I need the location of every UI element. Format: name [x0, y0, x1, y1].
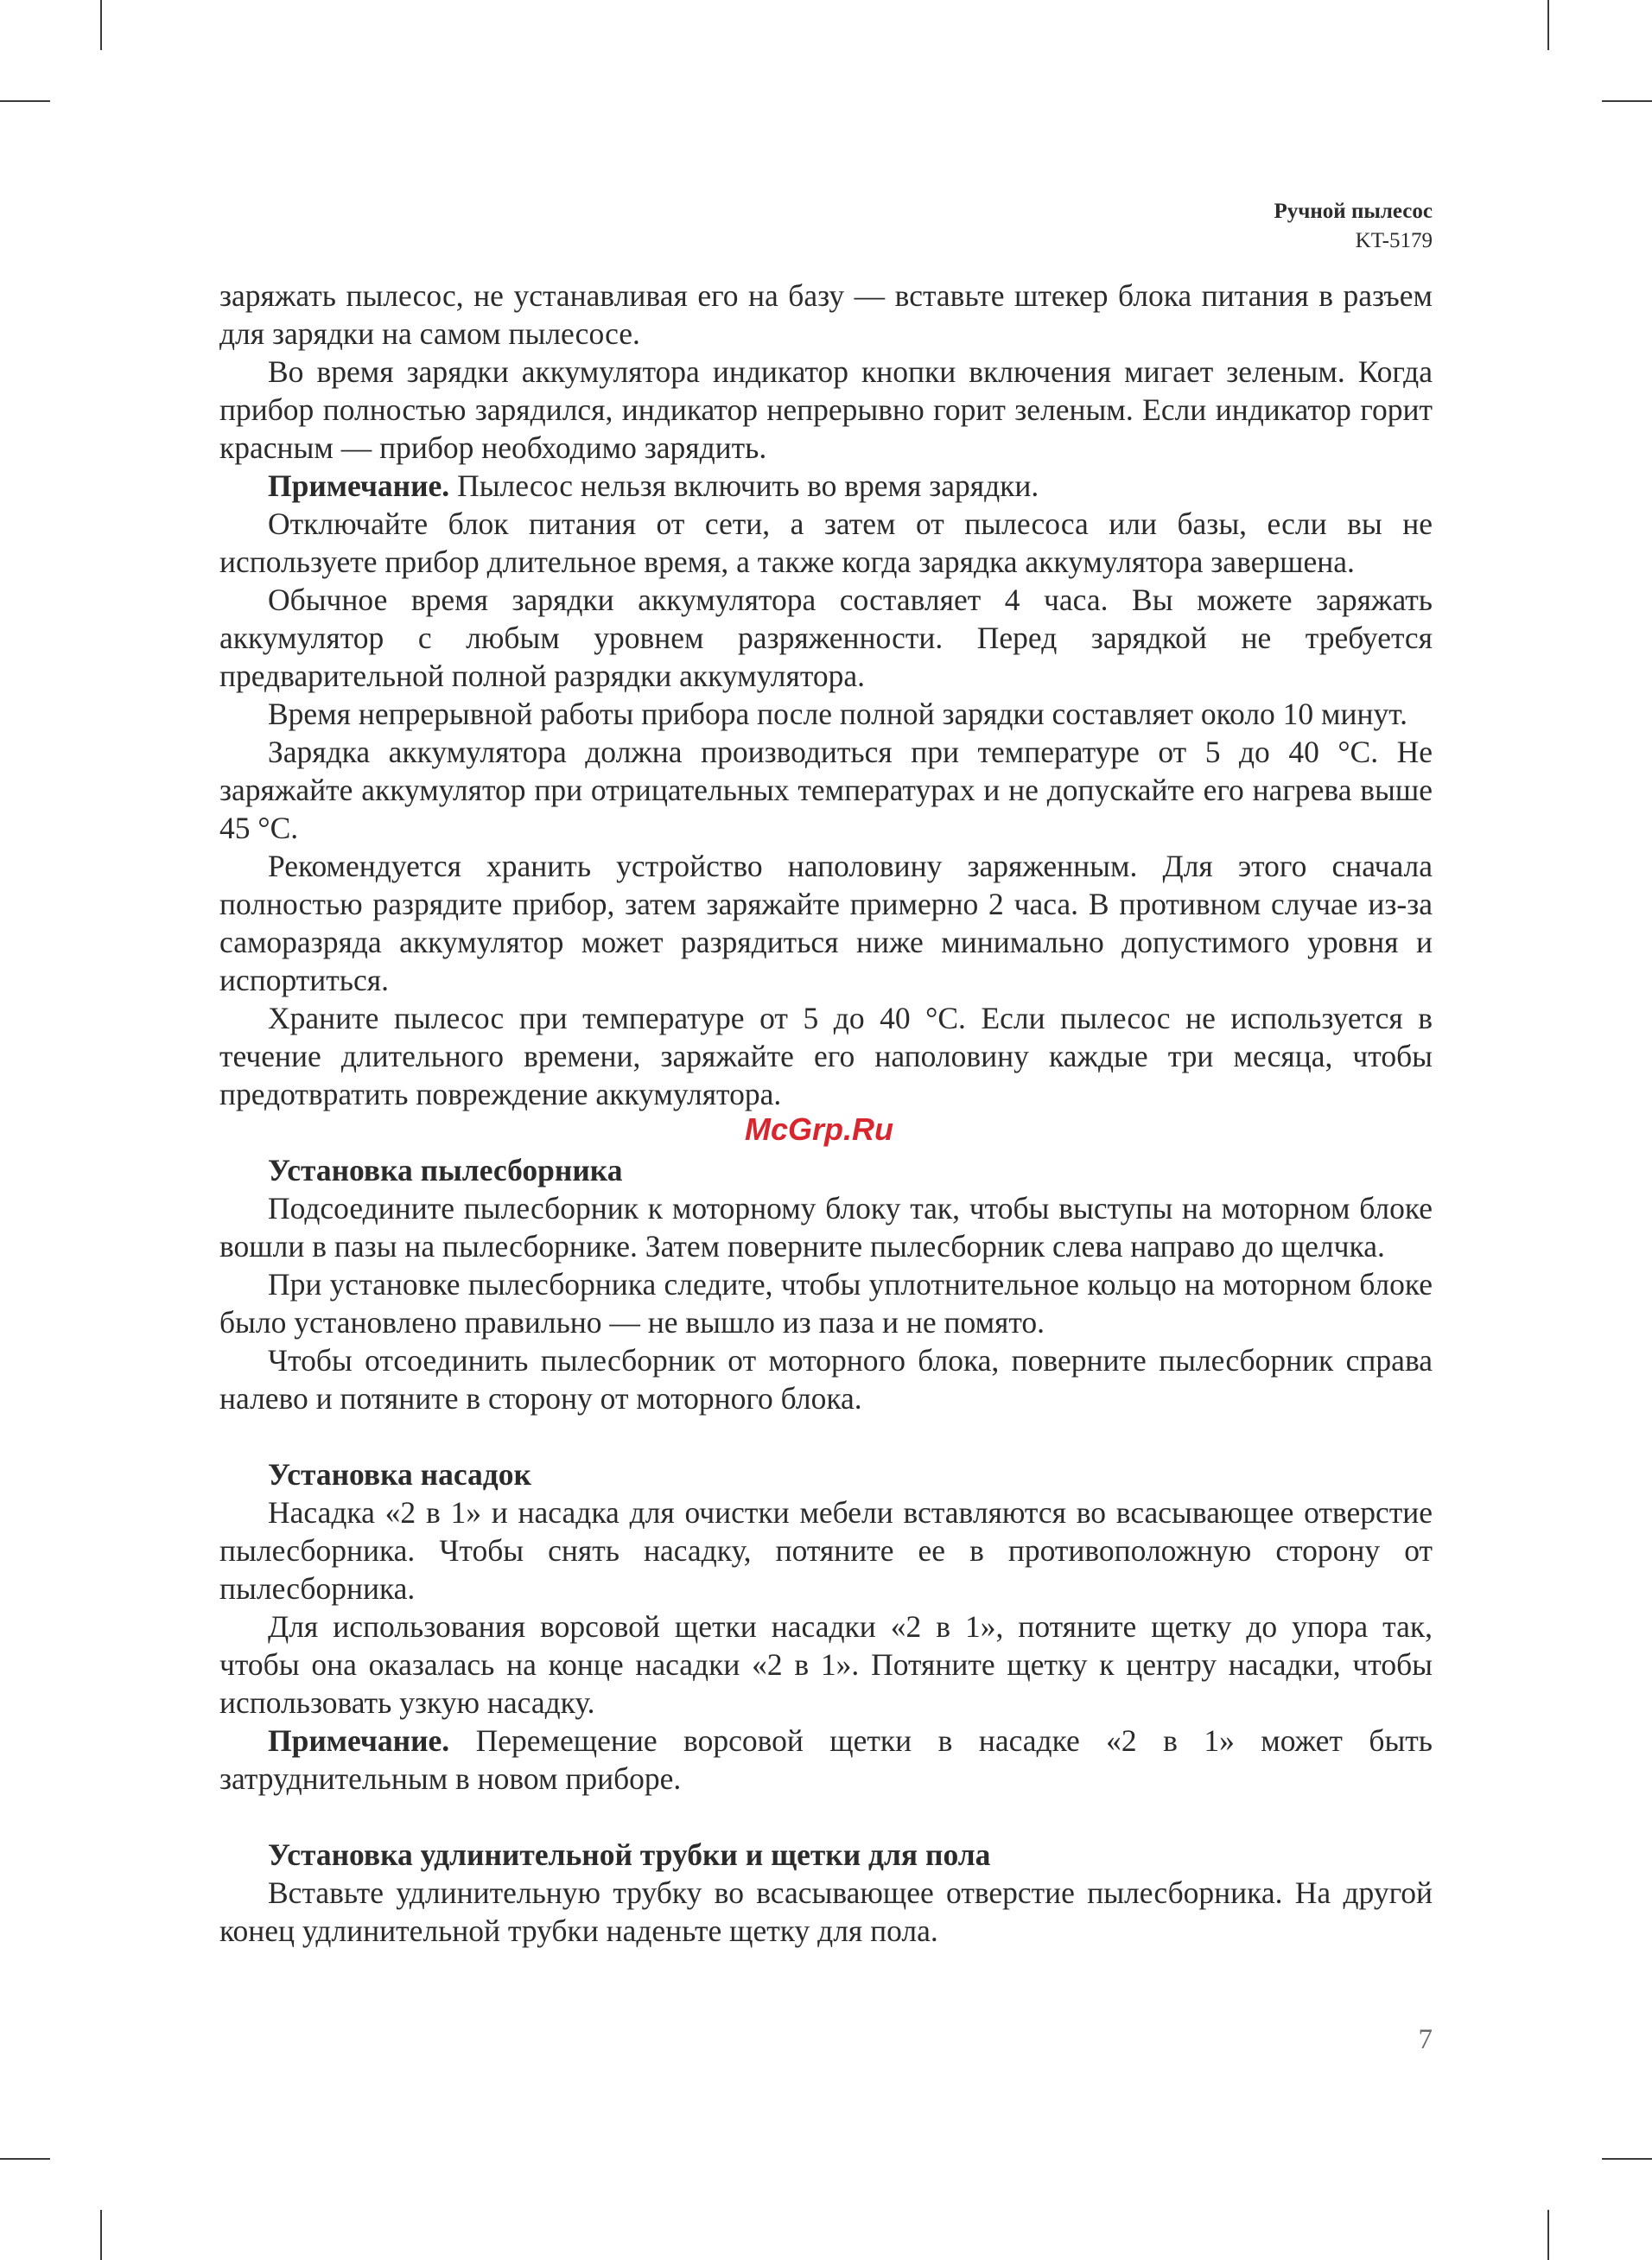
- note-text: Перемещение ворсовой щетки в насадке «2 в 1» может быть затруднительным в новом приборе.: [219, 1723, 1433, 1796]
- note-label: Примечание.: [268, 468, 450, 503]
- crop-mark: [1602, 100, 1652, 102]
- running-header: [1274, 197, 1433, 256]
- section-heading: Установка пылесборника: [268, 1153, 623, 1187]
- paragraph: Для использования ворсовой щетки насадки «2 в 1», потяните щетку до упора так, чтобы она оказалась на конце насадки «2 в 1». Потяните щетку к центру насадки, чтобы использовать узкую насадку.: [219, 1609, 1433, 1720]
- crop-mark: [1547, 2210, 1549, 2260]
- section-heading: Установка удлинительной трубки и щетки для пола: [268, 1837, 991, 1872]
- note-paragraph: [219, 1722, 1433, 1798]
- paragraph: При установке пылесборника следите, чтобы уплотнительное кольцо на моторном блоке было установлено правильно — не вышло из паза и не помято.: [219, 1267, 1433, 1340]
- note-label: Примечание.: [268, 1723, 450, 1758]
- paragraph: Рекомендуется хранить устройство наполовину заряженным. Для этого сначала полностью разрядите прибор, затем заряжайте примерно 2 часа. В противном случае из-за саморазряда аккумулятор может разрядиться ниже минимально допустимого уровня и испортиться.: [219, 849, 1433, 997]
- crop-mark: [0, 2158, 50, 2160]
- note-text: Пылесос нельзя включить во время зарядки.: [449, 468, 1039, 503]
- paragraph: Зарядка аккумулятора должна производиться при температуре от 5 до 40 °С. Не заряжайте аккумулятор при отрицательных температурах и не допускайте его нагрева выше 45 °С.: [219, 735, 1433, 845]
- header-title: Ручной пылесос: [1274, 200, 1433, 223]
- paragraph: Чтобы отсоединить пылесборник от моторного блока, поверните пылесборник справа налево и потяните в сторону от моторного блока.: [219, 1343, 1433, 1416]
- paragraph: Вставьте удлинительную трубку во всасывающее отверстие пылесборника. На другой конец удлинительной трубки наденьте щетку для пола.: [219, 1875, 1433, 1948]
- crop-mark: [100, 2210, 102, 2260]
- header-model: KT-5179: [1355, 229, 1433, 252]
- watermark: McGrp.Ru: [745, 1111, 894, 1147]
- paragraph: Обычное время зарядки аккумулятора составляет 4 часа. Вы можете заряжать аккумулятор с любым уровнем разряженности. Перед зарядкой не требуется предварительной полной разрядки аккумулятора.: [219, 583, 1433, 693]
- paragraph: Во время зарядки аккумулятора индикатор кнопки включения мигает зеленым. Когда прибор полностью зарядился, индикатор непрерывно горит зеленым. Если индикатор горит красным — прибор необходимо зарядить.: [219, 354, 1433, 465]
- crop-mark: [1547, 0, 1549, 50]
- crop-mark: [0, 100, 50, 102]
- section-heading: Установка насадок: [268, 1457, 531, 1492]
- paragraph: Время непрерывной работы прибора после полной зарядки составляет около 10 минут.: [268, 697, 1407, 731]
- page-number: 7: [1418, 2024, 1433, 2055]
- crop-mark: [100, 0, 102, 50]
- paragraph: заряжать пылесос, не устанавливая его на базу — вставьте штекер блока питания в разъем для зарядки на самом пылесосе.: [219, 278, 1433, 351]
- crop-mark: [1602, 2158, 1652, 2160]
- paragraph: Отключайте блок питания от сети, а затем от пылесоса или базы, если вы не используете прибор длительное время, а также когда зарядка аккумулятора завершена.: [219, 506, 1433, 579]
- paragraph: Храните пылесос при температуре от 5 до 40 °С. Если пылесос не используется в течение длительного времени, заряжайте его наполовину каждые три месяца, чтобы предотвратить повреждение аккумулятора.: [219, 1001, 1433, 1111]
- paragraph: Насадка «2 в 1» и насадка для очистки мебели вставляются во всасывающее отверстие пылесборника. Чтобы снять насадку, потяните ее в противоположную сторону от пылесборника.: [219, 1495, 1433, 1606]
- paragraph: Подсоедините пылесборник к моторному блоку так, чтобы выступы на моторном блоке вошли в пазы на пылесборнике. Затем поверните пылесборник слева направо до щелчка.: [219, 1191, 1433, 1264]
- note-paragraph: [219, 467, 1433, 505]
